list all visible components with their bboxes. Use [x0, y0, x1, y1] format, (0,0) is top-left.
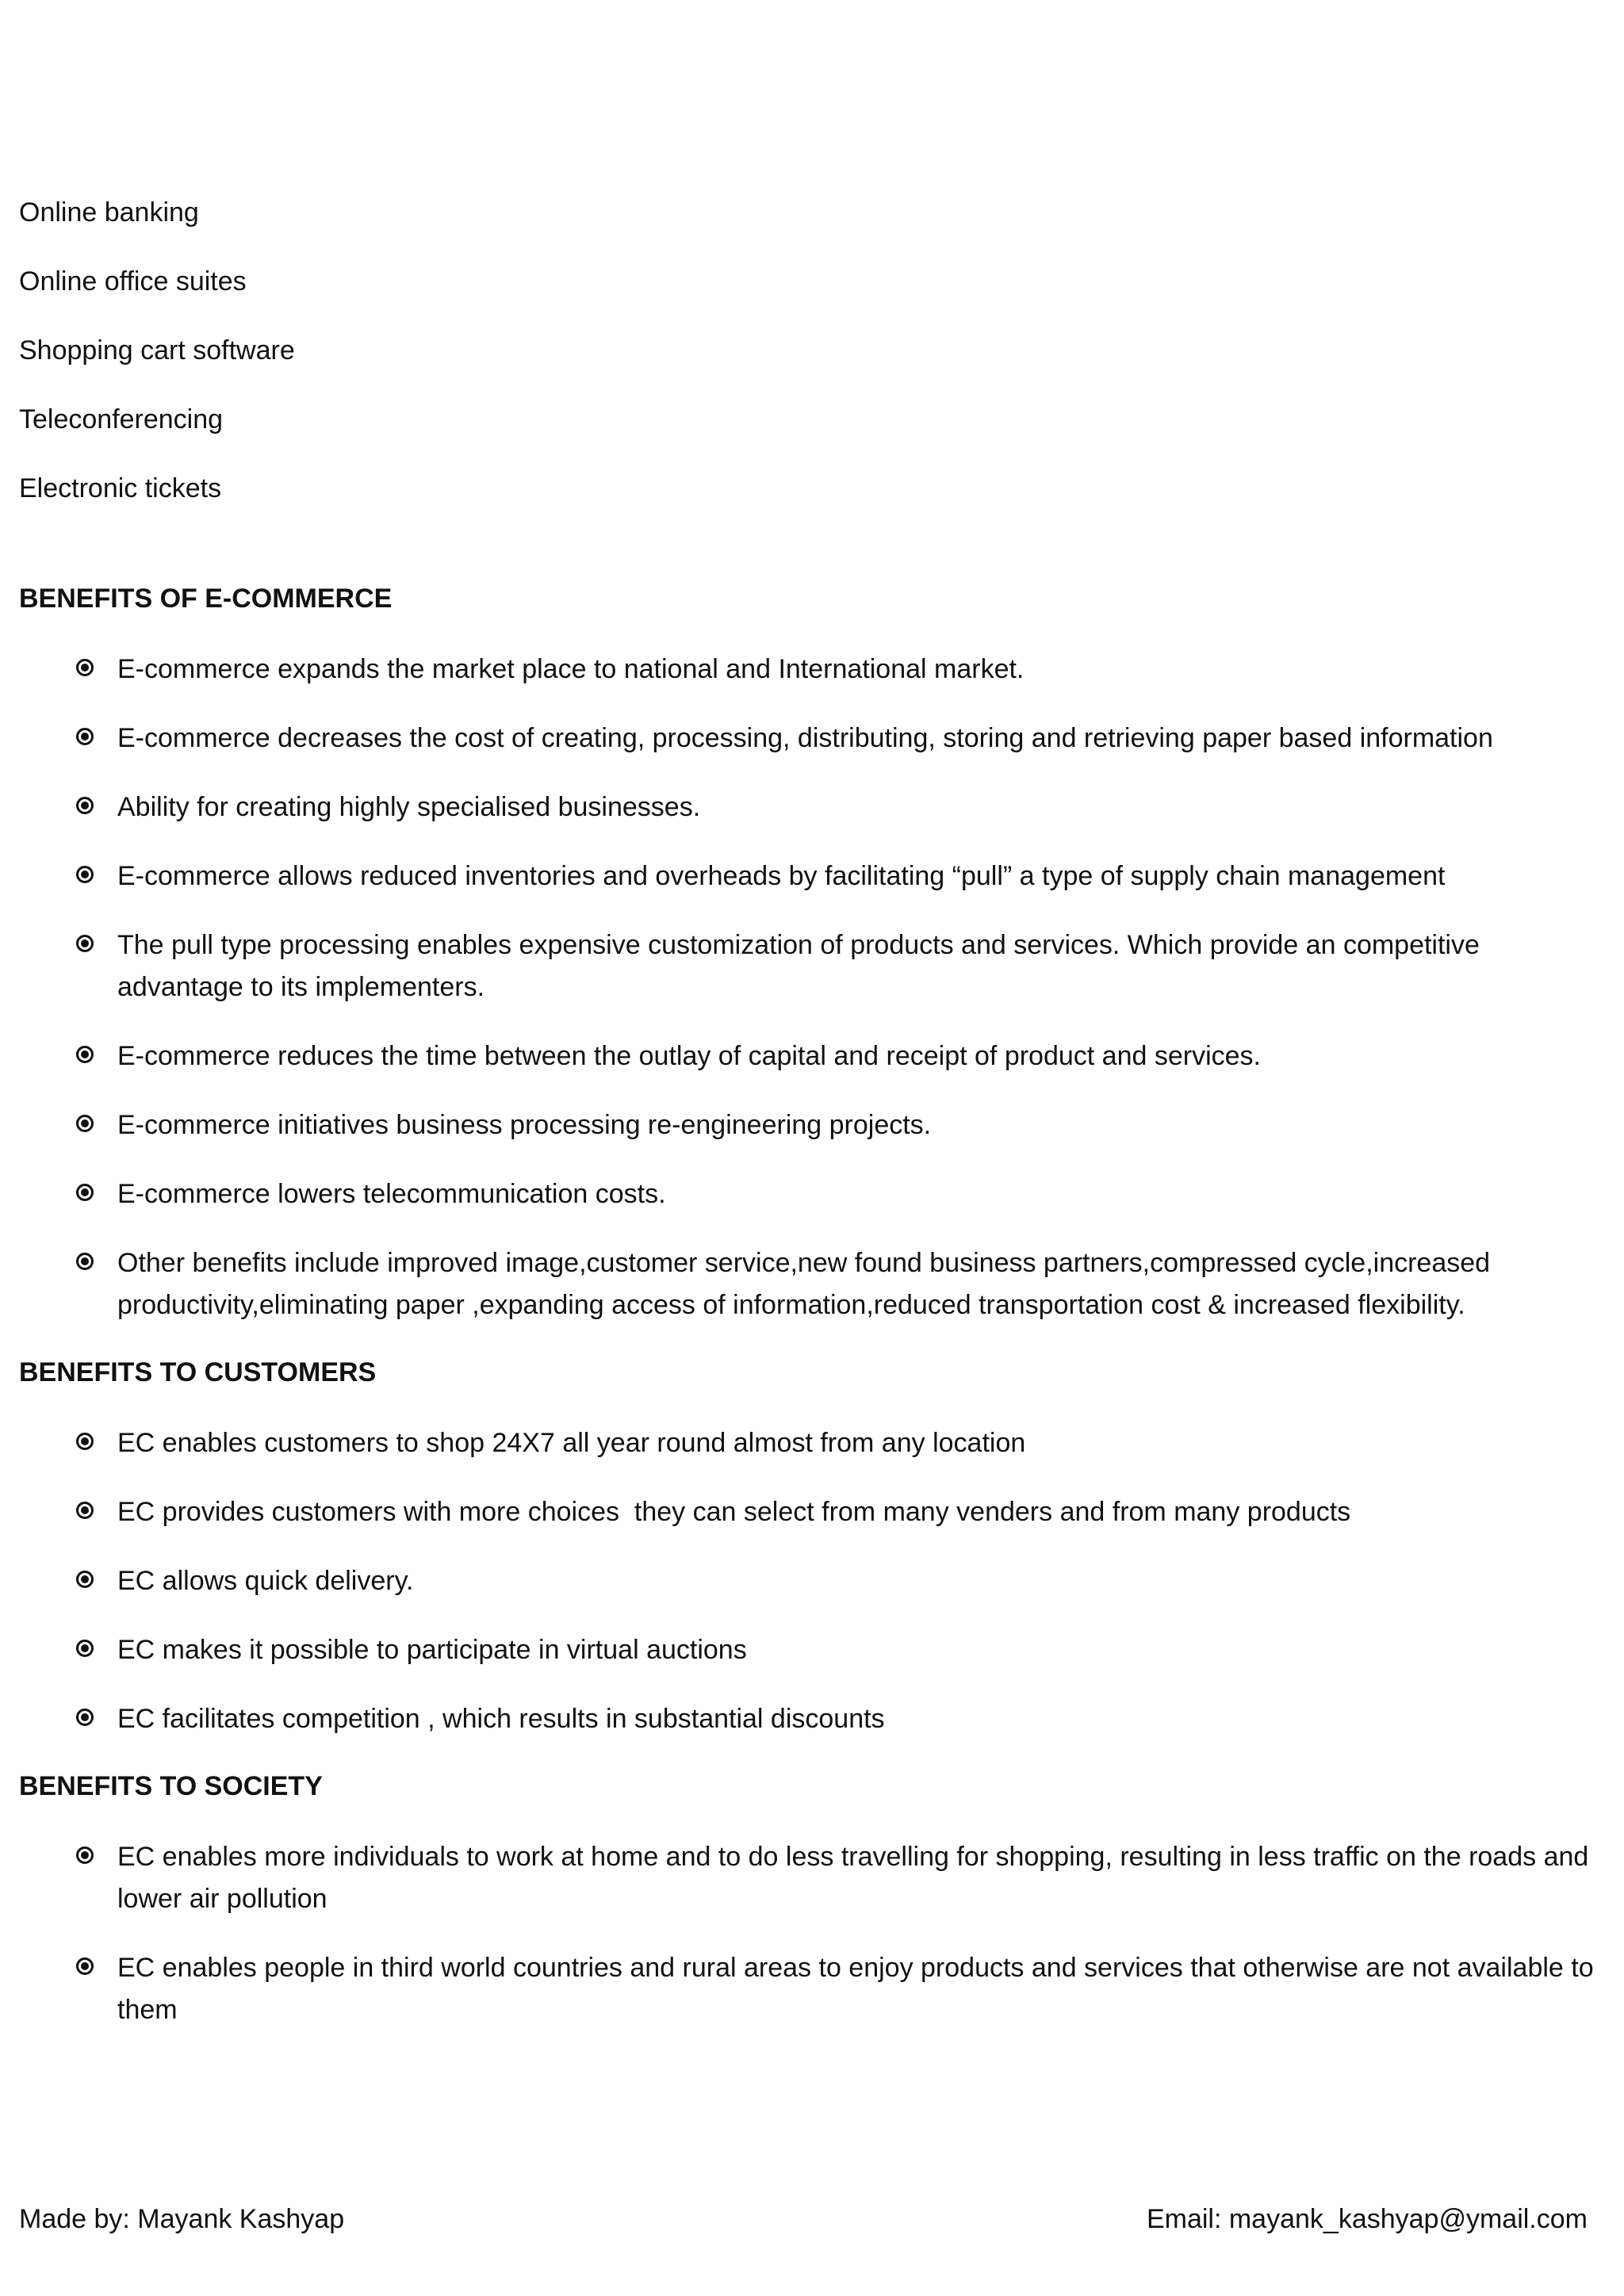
bullet-item	[19, 1422, 1613, 1491]
bullet-text: EC allows quick delivery.	[117, 1566, 414, 1596]
radio-bullet-icon	[76, 797, 94, 814]
bullet-item	[19, 1491, 1613, 1560]
customer-benefits-list	[19, 1422, 1613, 1767]
radio-bullet-icon	[76, 1571, 94, 1588]
document-body	[19, 193, 1613, 2058]
page-footer	[19, 2200, 1588, 2238]
section-heading-society-benefits: BENEFITS TO SOCIETY	[19, 1771, 323, 1801]
radio-bullet-icon	[76, 1502, 94, 1519]
footer-author: Made by: Mayank Kashyap	[19, 2204, 345, 2234]
ecommerce-benefits-list	[19, 649, 1613, 1353]
radio-bullet-icon	[76, 1709, 94, 1726]
radio-bullet-icon	[76, 1846, 94, 1864]
bullet-text: EC enables people in third world countries and rural areas to enjoy products and services that otherwise are not available to them	[117, 1953, 1594, 2025]
intro-item-online-office-suites: Online office suites	[19, 266, 247, 297]
radio-bullet-icon	[76, 659, 94, 676]
bullet-text: E-commerce allows reduced inventories and overheads by facilitating “pull” a type of supply chain management	[117, 861, 1446, 891]
bullet-item	[19, 1035, 1613, 1104]
bullet-text: E-commerce expands the market place to national and International market.	[117, 654, 1025, 684]
bullet-item	[19, 786, 1613, 855]
bullet-item	[19, 649, 1613, 718]
society-benefits-list	[19, 1836, 1613, 2058]
bullet-item	[19, 924, 1613, 1035]
bullet-item	[19, 1104, 1613, 1173]
intro-list	[19, 193, 1613, 538]
bullet-item	[19, 1560, 1613, 1629]
bullet-text: E-commerce lowers telecommunication costs.	[117, 1179, 666, 1209]
intro-item-electronic-tickets: Electronic tickets	[19, 473, 222, 503]
intro-item-shopping-cart-software: Shopping cart software	[19, 335, 295, 365]
bullet-item	[19, 1698, 1613, 1767]
radio-bullet-icon	[76, 1433, 94, 1450]
bullet-item	[19, 1242, 1613, 1353]
section-heading-customer-benefits: BENEFITS TO CUSTOMERS	[19, 1357, 377, 1387]
bullet-text: E-commerce reduces the time between the outlay of capital and receipt of product and services.	[117, 1041, 1261, 1071]
intro-item-online-banking: Online banking	[19, 197, 199, 228]
radio-bullet-icon	[76, 1957, 94, 1975]
bullet-text: EC makes it possible to participate in virtual auctions	[117, 1635, 747, 1665]
bullet-item	[19, 1947, 1613, 2058]
bullet-item	[19, 1836, 1613, 1947]
radio-bullet-icon	[76, 728, 94, 745]
radio-bullet-icon	[76, 1046, 94, 1063]
bullet-text: E-commerce initiatives business processing re-engineering projects.	[117, 1110, 932, 1140]
radio-bullet-icon	[76, 866, 94, 883]
bullet-text: Other benefits include improved image,customer service,new found business partners,compressed cycle,increased productivity,eliminating paper ,expanding access of information,reduced transportation cost & increased flexibility.	[117, 1248, 1491, 1320]
bullet-item	[19, 855, 1613, 924]
bullet-text: EC enables customers to shop 24X7 all year round almost from any location	[117, 1428, 1026, 1458]
radio-bullet-icon	[76, 1115, 94, 1132]
bullet-text: The pull type processing enables expensive customization of products and services. Which provide an competitive advantage to its implementers.	[117, 930, 1480, 1002]
bullet-item	[19, 1173, 1613, 1242]
bullet-text: EC provides customers with more choices they can select from many venders and from many products	[117, 1497, 1351, 1527]
bullet-item	[19, 1629, 1613, 1698]
bullet-text: E-commerce decreases the cost of creating, processing, distributing, storing and retrieving paper based information	[117, 723, 1493, 753]
section-heading-ecommerce-benefits: BENEFITS OF E-COMMERCE	[19, 584, 393, 614]
radio-bullet-icon	[76, 1253, 94, 1270]
bullet-text: Ability for creating highly specialised businesses.	[117, 792, 701, 822]
footer-email: Email: mayank_kashyap@ymail.com	[1146, 2204, 1588, 2234]
bullet-text: EC enables more individuals to work at home and to do less travelling for shopping, resulting in less traffic on the roads and lower air pollution	[117, 1842, 1589, 1914]
bullet-item	[19, 718, 1613, 786]
intro-item-teleconferencing: Teleconferencing	[19, 404, 224, 434]
bullet-text: EC facilitates competition , which results in substantial discounts	[117, 1704, 885, 1734]
radio-bullet-icon	[76, 1184, 94, 1201]
radio-bullet-icon	[76, 1640, 94, 1657]
radio-bullet-icon	[76, 935, 94, 952]
